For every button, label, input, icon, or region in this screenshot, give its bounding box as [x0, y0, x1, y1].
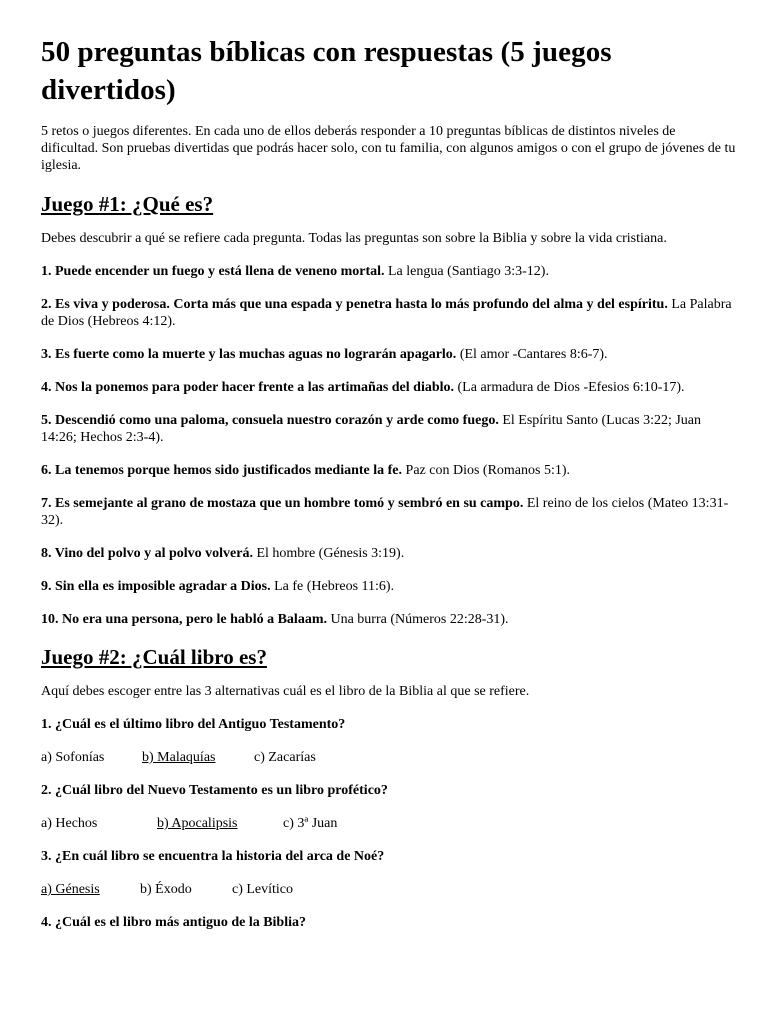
answer-text: (La armadura de Dios -Efesios 6:10-17). — [454, 380, 685, 395]
option-a-correct: a) Génesis — [41, 882, 100, 897]
answer-text: La Palabra de Dios (Hebreos 4:12). — [41, 297, 732, 329]
question-text: 4. Nos la ponemos para poder hacer frente a las artimañas del diablo. — [41, 380, 455, 395]
game1-question-3 — [41, 346, 736, 363]
question-text: 1. ¿Cuál es el último libro del Antiguo Testamento? — [41, 717, 346, 732]
game1-question-7 — [41, 495, 736, 529]
game2-options-2 — [41, 815, 736, 832]
question-text: 3. Es fuerte como la muerte y las muchas aguas no lograrán apagarlo. — [41, 347, 457, 362]
game2-question-2 — [41, 782, 736, 799]
question-text: 8. Vino del polvo y al polvo volverá. — [41, 546, 253, 561]
game1-description: Debes descubrir a qué se refiere cada pregunta. Todas las preguntas son sobre la Biblia y sobre la vida cristiana. — [41, 231, 667, 246]
question-text: 3. ¿En cuál libro se encuentra la historia del arca de Noé? — [41, 849, 385, 864]
game2-question-3 — [41, 848, 736, 865]
question-text: 5. Descendió como una paloma, consuela nuestro corazón y arde como fuego. — [41, 413, 499, 428]
question-text: 2. Es viva y poderosa. Corta más que una espada y penetra hasta lo más profundo del alma y del espíritu. — [41, 297, 668, 312]
option-b-correct: b) Apocalipsis — [157, 816, 238, 831]
game1-question-5 — [41, 412, 736, 446]
question-text: 9. Sin ella es imposible agradar a Dios. — [41, 579, 271, 594]
game1-heading: Juego #1: ¿Qué es? — [41, 192, 214, 216]
game1-question-4 — [41, 379, 736, 396]
game1-question-6 — [41, 462, 736, 479]
game1-question-10 — [41, 611, 736, 628]
answer-text: La lengua (Santiago 3:3-12). — [384, 264, 549, 279]
answer-text: El hombre (Génesis 3:19). — [252, 546, 405, 561]
game2-description: Aquí debes escoger entre las 3 alternativas cuál es el libro de la Biblia al que se refiere. — [41, 684, 530, 699]
question-text: 2. ¿Cuál libro del Nuevo Testamento es un libro profético? — [41, 783, 388, 798]
answer-text: El Espíritu Santo (Lucas 3:22; Juan 14:26; Hechos 2:3-4). — [41, 413, 702, 445]
page-title: 50 preguntas bíblicas con respuestas (5 juegos divertidos) — [41, 36, 612, 106]
question-text: 6. La tenemos porque hemos sido justificados mediante la fe. — [41, 463, 403, 478]
option-a: a) Sofonías — [41, 750, 105, 765]
game2-options-3 — [41, 881, 736, 898]
answer-text: (El amor -Cantares 8:6-7). — [456, 347, 608, 362]
option-b-correct: b) Malaquías — [142, 750, 216, 765]
option-a: a) Hechos — [41, 816, 98, 831]
game2-question-4 — [41, 914, 736, 931]
question-text: 10. No era una persona, pero le habló a Balaam. — [41, 612, 327, 627]
game2-question-1 — [41, 716, 736, 733]
game1-question-2 — [41, 296, 736, 330]
game2-heading: Juego #2: ¿Cuál libro es? — [41, 645, 267, 669]
option-c: c) Levítico — [232, 882, 294, 897]
answer-text: Una burra (Números 22:28-31). — [326, 612, 509, 627]
game2-options-1 — [41, 749, 736, 766]
question-text: 4. ¿Cuál es el libro más antiguo de la Biblia? — [41, 915, 306, 930]
answer-text: El reino de los cielos (Mateo 13:31-32). — [41, 496, 729, 528]
option-c: c) 3ª Juan — [283, 816, 338, 831]
answer-text: Paz con Dios (Romanos 5:1). — [402, 463, 571, 478]
answer-text: La fe (Hebreos 11:6). — [270, 579, 395, 594]
game1-question-8 — [41, 545, 736, 562]
game1-question-1 — [41, 263, 736, 280]
option-c: c) Zacarías — [254, 750, 316, 765]
question-text: 7. Es semejante al grano de mostaza que un hombre tomó y sembró en su campo. — [41, 496, 524, 511]
intro-paragraph: 5 retos o juegos diferentes. En cada uno de ellos deberás responder a 10 preguntas bíblicas de distintos niveles de dificultad. Son pruebas divertidas que podrás hacer solo, con tu familia, con algunos amigos o con el grupo de jóvenes de tu iglesia. — [41, 124, 736, 173]
question-text: 1. Puede encender un fuego y está llena de veneno mortal. — [41, 264, 385, 279]
game1-question-9 — [41, 578, 736, 595]
option-b: b) Éxodo — [140, 882, 192, 897]
